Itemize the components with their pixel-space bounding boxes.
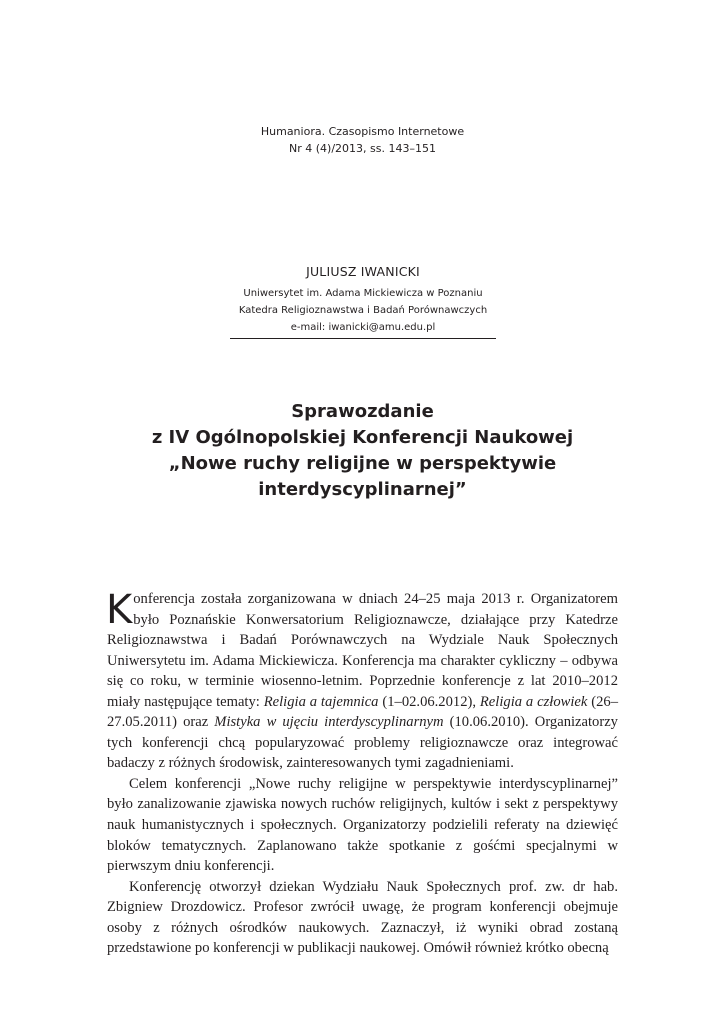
article-title (100, 399, 625, 503)
author-email: e-mail: iwanicki@amu.edu.pl (290, 322, 436, 333)
paragraph-1-text-a: onferencja została zorganizowana w dniach 24–25 maja 2013 r. Organizatorem było Poznańskie Konwersatorium Religioznawcze, działające przy Katedrze Religioznawstwa i Badań Porównawczych na Wydziale Nauk Społecznych Uniwersytetu im. Adama Mickiewicza. Konferencja ma charakter cykliczny – odbywa się co roku, w terminie wiosenno-letnim. Poprzednie konferencje z lat 2010–2012 miały następujące tematy: (107, 591, 618, 710)
author-affiliation-department: Katedra Religioznawstwa i Badań Porównawczych (238, 305, 488, 316)
author-block (230, 262, 496, 339)
title-line-4: interdyscyplinarnej” (258, 479, 467, 500)
author-affiliation-university: Uniwersytet im. Adama Mickiewicza w Poznaniu (243, 288, 483, 299)
journal-header (0, 123, 725, 157)
paragraph-1-text-b: (1–02.06.2012), (378, 693, 480, 710)
italic-title-religia-a-czlowiek: Religia a człowiek (479, 693, 588, 710)
title-line-1: Sprawozdanie (291, 401, 434, 422)
article-body (107, 589, 618, 959)
title-line-3: „Nowe ruchy religijne w perspektywie (168, 453, 557, 474)
italic-title-religia-a-tajemnica: Religia a tajemnica (263, 693, 379, 710)
drop-cap: K (106, 587, 133, 633)
journal-issue: Nr 4 (4)/2013, ss. 143–151 (289, 142, 436, 155)
author-name: JULIUSZ IWANICKI (306, 264, 420, 279)
paragraph-1-text-c: (26–27.05.2011) oraz (107, 693, 618, 731)
title-line-2: z IV Ogólnopolskiej Konferencji Naukowej (151, 427, 574, 448)
italic-title-mistyka: Mistyka w ujęciu interdyscyplinarnym (214, 714, 444, 731)
paragraph-1 (107, 589, 618, 774)
paragraph-3: Konferencję otworzył dziekan Wydziału Nauk Społecznych prof. zw. dr hab. Zbigniew Drozdowicz. Profesor zwrócił uwagę, że program konferencji obejmuje osoby z różnych ośrodków naukowych. Zaznaczył, iż wyniki obrad zostaną przedstawione po konferencji w publikacji naukowej. Omówił również krótko obecną (107, 878, 618, 957)
journal-name: Humaniora. Czasopismo Internetowe (260, 125, 465, 138)
paragraph-2: Celem konferencji „Nowe ruchy religijne w perspektywie interdyscyplinarnej” było zanalizowanie zjawiska nowych ruchów religijnych, kultów i sekt z perspektywy nauk humanistycznych i społecznych. Organizatorzy podzielili referaty na dziewięć bloków tematycznych. Zaplanowano także spotkanie z gośćmi specjalnymi w pierwszym dniu konferencji. (107, 775, 618, 875)
paragraph-1-text-d: (10.06.2010). Organizatorzy tych konferencji chcą popularyzować problemy religioznawcze oraz integrować badaczy z różnych środowisk, zainteresowanych tymi zagadnieniami. (107, 714, 618, 772)
